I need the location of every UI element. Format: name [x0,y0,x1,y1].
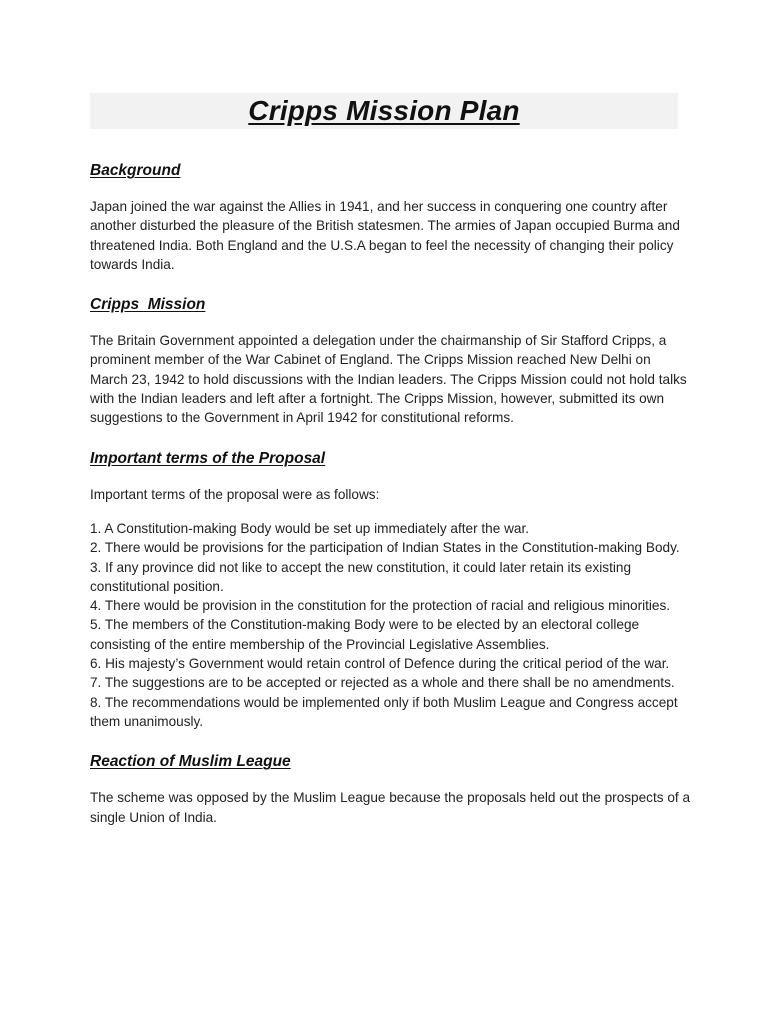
paragraph-reaction-muslim-league: The scheme was opposed by the Muslim League because the proposals held out the prospects of a single Union of India. [90,790,691,825]
section-reaction-muslim-league [90,751,690,827]
paragraph-cripps-mission: The Britain Government appointed a delegation under the chairmanship of Sir Stafford Cripps, a prominent member of the War Cabinet of England. The Cripps Mission reached New Delhi on March 23, 1942 to hold discussions with the Indian leaders. The Cripps Mission could not hold talks with the Indian leaders and left after a fortnight. The Cripps Mission, however, submitted its own suggestions to the Government in April 1942 for constitutional reforms. [90,333,687,426]
section-background [90,160,690,274]
section-cripps-mission [90,294,690,427]
list-item: 4. There would be provision in the constitution for the protection of racial and religious minorities. [90,598,671,614]
list-item: 2. There would be provisions for the participation of Indian States in the Constitution-making Body. [90,540,680,556]
section-important-terms [90,448,690,732]
list-item: 7. The suggestions are to be accepted or rejected as a whole and there shall be no amendments. [90,675,675,691]
list-item: 5. The members of the Constitution-making Body were to be elected by an electoral college consisting of the entire membership of the Provincial Legislative Assemblies. [90,617,640,652]
terms-list [90,519,690,731]
paragraph-terms-intro: Important terms of the proposal were as follows: [90,486,380,502]
section-heading-background: Background [90,162,181,179]
document-body [90,160,690,827]
document-title: Cripps Mission Plan [248,95,520,126]
section-heading-reaction-muslim-league: Reaction of Muslim League [90,753,291,771]
section-heading-important-terms: Important terms of the Proposal [90,449,326,467]
list-item: 8. The recommendations would be implemented only if both Muslim League and Congress accept them unanimously. [90,694,678,729]
paragraph-background: Japan joined the war against the Allies in 1941, and her success in conquering one country after another disturbed the pleasure of the British statesmen. The armies of Japan occupied Burma and threatened India. Both England and the U.S.A began to feel the necessity of changing their policy towards India. [90,199,680,272]
list-item: 3. If any province did not like to accept the new constitution, it could later retain its existing constitutional position. [90,559,632,594]
title-band [90,93,678,129]
list-item: 6. His majesty’s Government would retain control of Defence during the critical period of the war. [90,656,670,672]
section-heading-cripps-mission: Cripps Mission [90,296,206,314]
list-item: 1. A Constitution-making Body would be set up immediately after the war. [90,520,530,536]
